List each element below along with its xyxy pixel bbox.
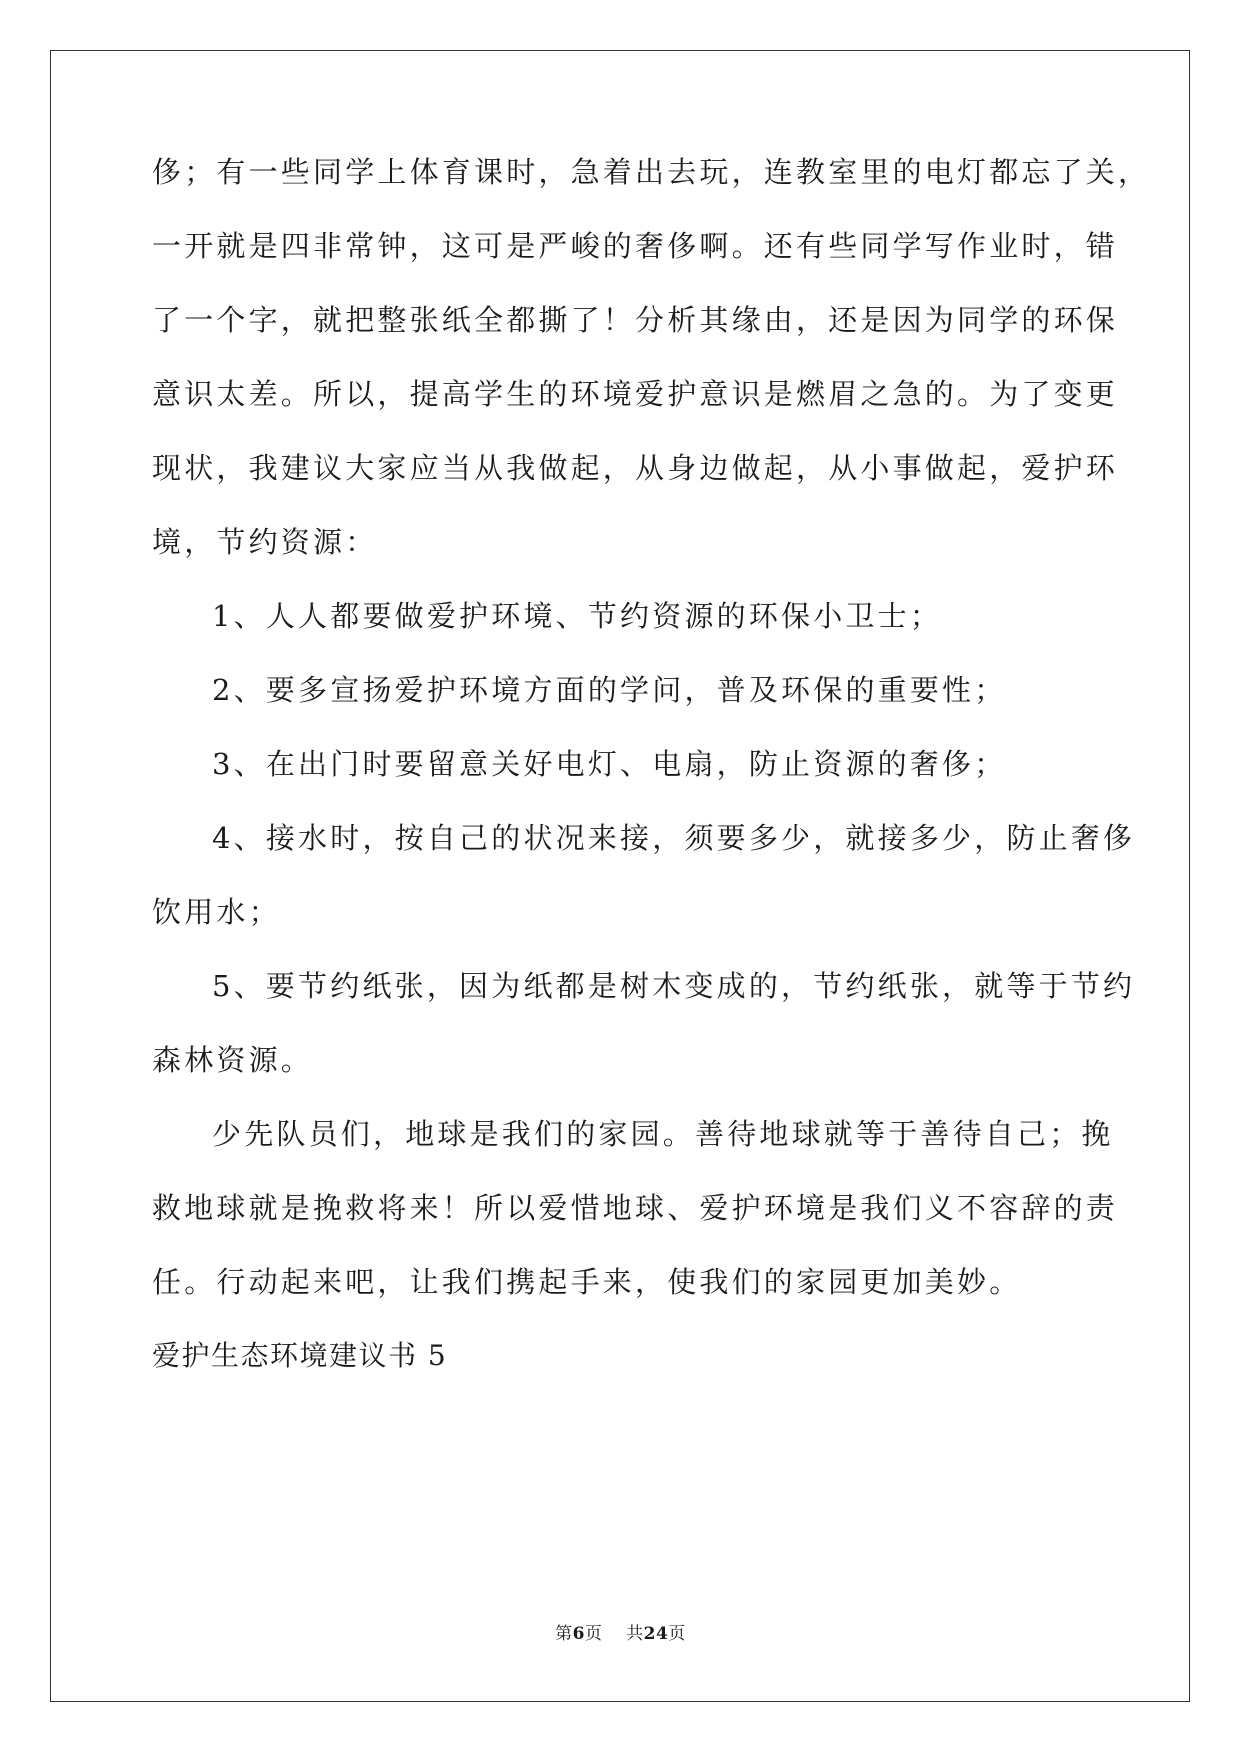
footer-page-number: 6: [572, 1624, 586, 1644]
section-heading: 爱护生态环境建议书 5: [152, 1339, 448, 1372]
footer-total-pages: 24: [643, 1624, 669, 1644]
list-item-1: 1、人人都要做爱护环境、节约资源的环保小卫士；: [212, 599, 943, 633]
body-line-2: 一开就是四非常钟，这可是严峻的奢侈啊。还有些同学写作业时，错: [152, 229, 1119, 263]
body-line-4: 意识太差。所以，提高学生的环境爱护意识是燃眉之急的。为了变更: [152, 377, 1119, 411]
page-frame: [50, 50, 1190, 1702]
list-item-3: 3、在出门时要留意关好电灯、电扇，防止资源的奢侈；: [212, 747, 1007, 781]
closing-line-2: 救地球就是挽救将来！所以爱惜地球、爱护环境是我们义不容辞的责: [152, 1191, 1119, 1225]
list-item-4-continued: 饮用水；: [152, 895, 281, 929]
body-line-6: 境，节约资源：: [152, 525, 378, 559]
footer-page-suffix: 页: [585, 1624, 603, 1644]
footer-total-prefix: 共: [626, 1624, 644, 1644]
body-line-3: 了一个字，就把整张纸全都撕了！分析其缘由，还是因为同学的环保: [152, 303, 1119, 337]
list-item-5-continued: 森林资源。: [152, 1043, 314, 1077]
body-line-5: 现状，我建议大家应当从我做起，从身边做起，从小事做起，爱护环: [152, 451, 1119, 485]
list-item-4: 4、接水时，按自己的状况来接，须要多少，就接多少，防止奢侈: [212, 821, 1136, 855]
list-item-2: 2、要多宣扬爱护环境方面的学问，普及环保的重要性；: [212, 673, 1007, 707]
closing-line-3: 任。行动起来吧，让我们携起手来，使我们的家园更加美妙。: [152, 1265, 1022, 1299]
footer-total-suffix: 页: [668, 1624, 686, 1644]
body-line-1: 侈；有一些同学上体育课时，急着出去玩，连教室里的电灯都忘了关，: [152, 155, 1151, 189]
list-item-5: 5、要节约纸张，因为纸都是树木变成的，节约纸张，就等于节约: [212, 969, 1136, 1003]
page-footer: [0, 1622, 1241, 1646]
footer-page-prefix: 第: [555, 1624, 573, 1644]
closing-line-1: 少先队员们，地球是我们的家园。善待地球就等于善待自己；挽: [212, 1117, 1114, 1151]
